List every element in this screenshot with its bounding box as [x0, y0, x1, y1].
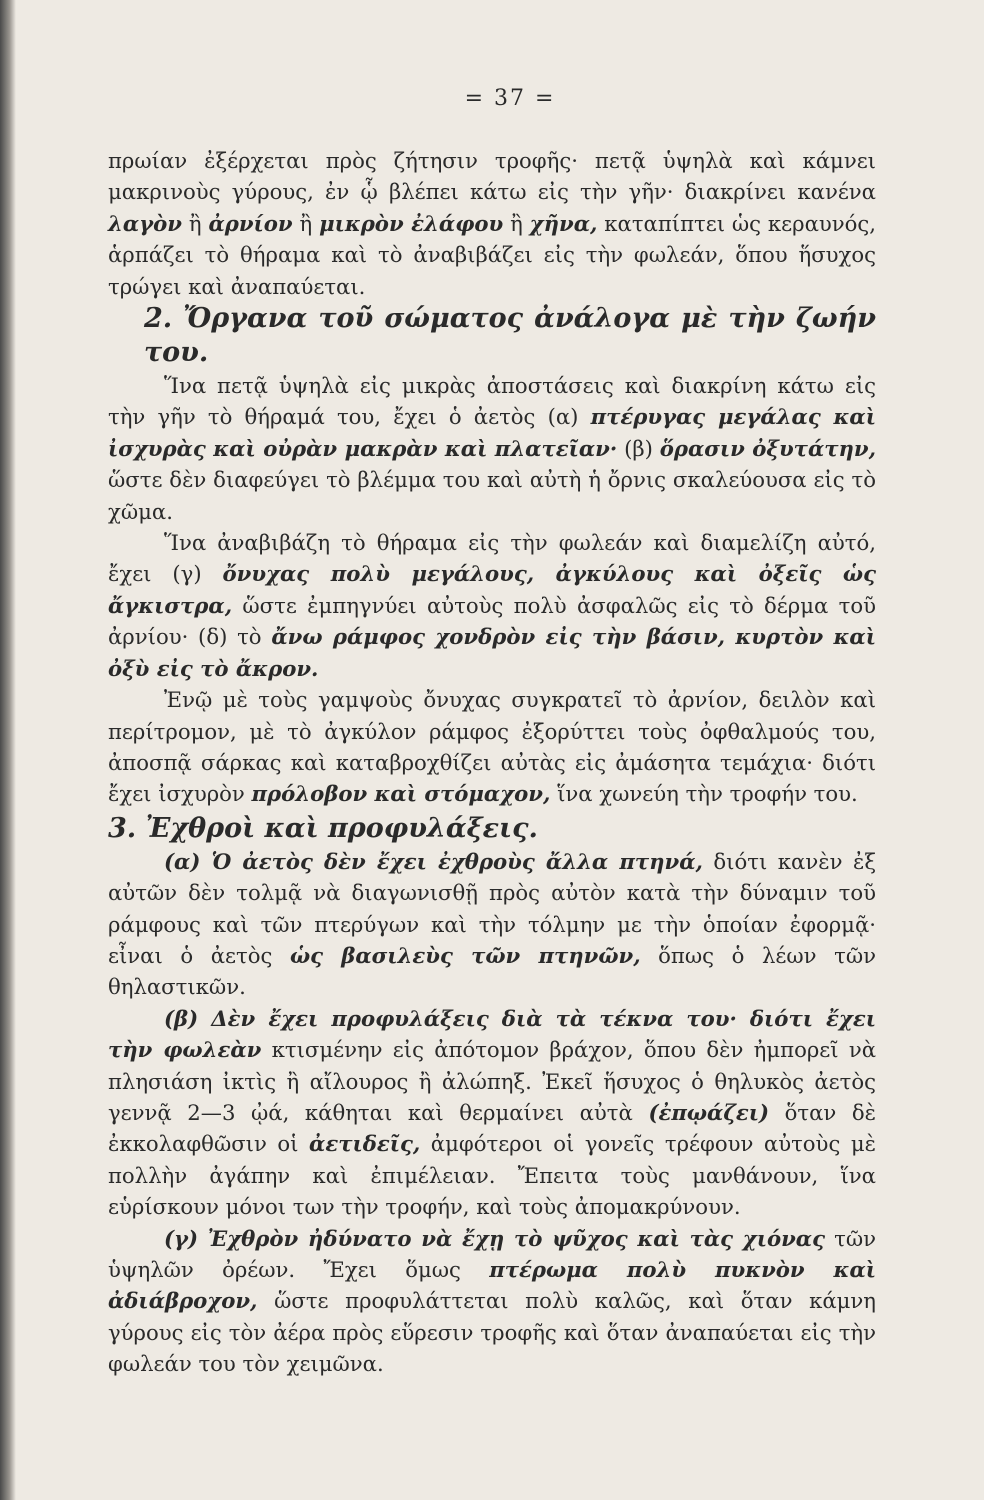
text-run: Ἵνα ἀναβιβάζη τὸ θήραμα εἰς τὴν φωλεάν καὶ διαμελίζη αὐτό, ἔχει (γ)	[108, 530, 876, 587]
text-run: 2. Ὄργανα τοῦ σώματος ἀνάλογα μὲ τὴν ζωήν του.	[144, 303, 876, 369]
text-run: ἀμφότεροι οἱ γονεῖς τρέφουν αὐτοὺς μὲ πολλὴν ἀγάπην καὶ ἐπιμέλειαν. Ἔπειτα τοὺς μανθάνουν, ἵνα εὑρίσκουν μόνοι των τὴν τροφήν, καὶ τοὺς ἀπομακρύνουν.	[108, 1131, 876, 1220]
text-run: τῶν ὑψηλῶν ὀρέων. Ἔχει ὅμως	[108, 1225, 876, 1282]
emphasis-text: ὡς βασιλεὺς τῶν πτηνῶν,	[289, 942, 641, 968]
page-number: = 37 =	[464, 86, 556, 111]
book-spine-shadow	[0, 0, 16, 1500]
emphasis-text: χῆνα,	[529, 210, 598, 236]
emphasis-text: (ἐπῳάζει)	[648, 1099, 770, 1125]
text-run: ὥστε δὲν διαφεύγει τὸ βλέμμα του καὶ αὐτὴ ἡ ὄρνις σκαλεύουσα εἰς τὸ χῶμα.	[108, 467, 876, 524]
paragraph	[108, 370, 876, 527]
text-run: ἵνα χωνεύη τὴν τροφήν του.	[550, 781, 858, 807]
text-run: ἢ	[503, 210, 530, 236]
section-heading	[108, 302, 876, 370]
text-run: ἢ	[181, 210, 209, 236]
text-run: (β)	[617, 435, 660, 461]
emphasis-text: ἀετιδεῖς,	[309, 1131, 421, 1157]
emphasis-text: (α) Ὁ ἀετὸς δὲν ἔχει ἐχθροὺς ἄλλα πτηνά,	[164, 848, 703, 874]
text-run: ὅταν δὲ ἐκκολαφθῶσιν οἱ	[108, 1099, 877, 1157]
text-run: ἢ	[292, 210, 320, 236]
paragraph	[108, 846, 876, 1003]
emphasis-text: ἀρνίον	[208, 210, 293, 236]
text-run: κτισμένην εἰς ἀπότομον βράχον, ὅπου δὲν ἠμπορεῖ νὰ πλησιάση ἰκτὶς ἢ αἴλουρος ἢ ἀλώπηξ. Ἐκεῖ ἥσυχος ὁ θηλυκὸς ἀετὸς γεννᾷ 2—3 ᾠά, κάθηται καὶ θερμαίνει αὐτὰ	[108, 1037, 877, 1125]
emphasis-text: ὄνυχας πολὺ μεγάλους, ἀγκύλους καὶ ὀξεῖς ὡς ἄγκιστρα,	[108, 561, 876, 618]
emphasis-text: πτέρυγας μεγάλας καὶ ἰσχυρὰς καὶ οὐρὰν μακρὰν καὶ πλατεῖαν·	[108, 404, 876, 461]
paragraph	[108, 684, 876, 810]
paragraph	[108, 145, 876, 302]
paragraph	[108, 1223, 876, 1380]
emphasis-text: (γ) Ἐχθρὸν ἠδύνατο νὰ ἔχῃ τὸ ψῦχος καὶ τὰς χιόνας	[164, 1225, 826, 1251]
emphasis-text: ὅρασιν ὀξυτάτην,	[659, 435, 876, 461]
emphasis-text: πτέρωμα πολὺ πυκνὸν καὶ ἀδιάβροχον,	[108, 1257, 876, 1314]
text-run: ὥστε προφυλάττεται πολὺ καλῶς, καὶ ὅταν κάμνη γύρους εἰς τὸν ἀέρα πρὸς εὕρεσιν τροφῆς καὶ ὅταν ἀναπαύεται εἰς τὴν φωλεάν του τὸν χειμῶνα.	[108, 1288, 876, 1377]
emphasis-text: ἄνω ράμφος χονδρὸν εἰς τὴν βάσιν, κυρτὸν καὶ ὀξὺ εἰς τὸ ἄκρον.	[108, 624, 876, 681]
section-heading	[108, 812, 876, 846]
text-run: Ἐνῷ μὲ τοὺς γαμψοὺς ὄνυχας συγκρατεῖ τὸ ἀρνίον, δειλὸν καὶ περίτρομον, μὲ τὸ ἀγκύλον ράμφος ἐξορύττει τοὺς ὀφθαλμούς του, ἀποσπᾷ σάρκας καὶ καταβροχθίζει αὐτὰς εἰς ἀμάσητα τεμάχια· διότι ἔχει ἰσχυρὸν	[108, 687, 876, 807]
emphasis-text: (β) Δὲν ἔχει προφυλάξεις διὰ τὰ τέκνα του· διότι ἔχει τὴν φωλεὰν	[108, 1005, 876, 1063]
text-run: διότι κανὲν ἐξ αὐτῶν δὲν τολμᾷ νὰ διαγωνισθῇ πρὸς αὐτὸν κατὰ τὴν δύναμιν τοῦ ράμφους καὶ τῶν πτερύγων καὶ τὴν τόλμην με τὴν ὁποίαν ἐφορμᾷ· εἶναι ὁ ἀετὸς	[108, 848, 876, 968]
text-run: καταπίπτει ὡς κεραυνός, ἁρπάζει τὸ θήραμα καὶ τὸ ἀναβιβάζει εἰς τὴν φωλεάν, ὅπου ἥσυχος τρώγει καὶ ἀναπαύεται.	[108, 210, 876, 299]
text-run: 3. Ἐχθροὶ καὶ προφυλάξεις.	[108, 812, 538, 844]
paragraph	[108, 1003, 876, 1223]
emphasis-text: πρόλοβον καὶ στόμαχον,	[251, 781, 551, 807]
text-run: πρωίαν ἐξέρχεται πρὸς ζήτησιν τροφῆς· πετᾷ ὑψηλὰ καὶ κάμνει μακρινοὺς γύρους, ἐν ᾧ βλέπει κάτω εἰς τὴν γῆν· διακρίνει κανένα	[108, 148, 876, 205]
paragraph	[108, 527, 876, 684]
text-run: ὅπως ὁ λέων τῶν θηλαστικῶν.	[108, 942, 876, 1000]
page-body-text	[108, 145, 876, 1380]
emphasis-text: μικρὸν ἐλάφου	[319, 210, 504, 236]
text-run: Ἵνα πετᾷ ὑψηλὰ εἰς μικρὰς ἀποστάσεις καὶ διακρίνη κάτω εἰς τὴν γῆν τὸ θήραμά του, ἔχει ὁ ἀετὸς (α)	[108, 373, 876, 430]
text-run: ὥστε ἐμπηγνύει αὐτοὺς πολὺ ἀσφαλῶς εἰς τὸ δέρμα τοῦ ἀρνίου· (δ) τὸ	[108, 592, 876, 650]
emphasis-text: λαγὸν	[108, 210, 182, 236]
